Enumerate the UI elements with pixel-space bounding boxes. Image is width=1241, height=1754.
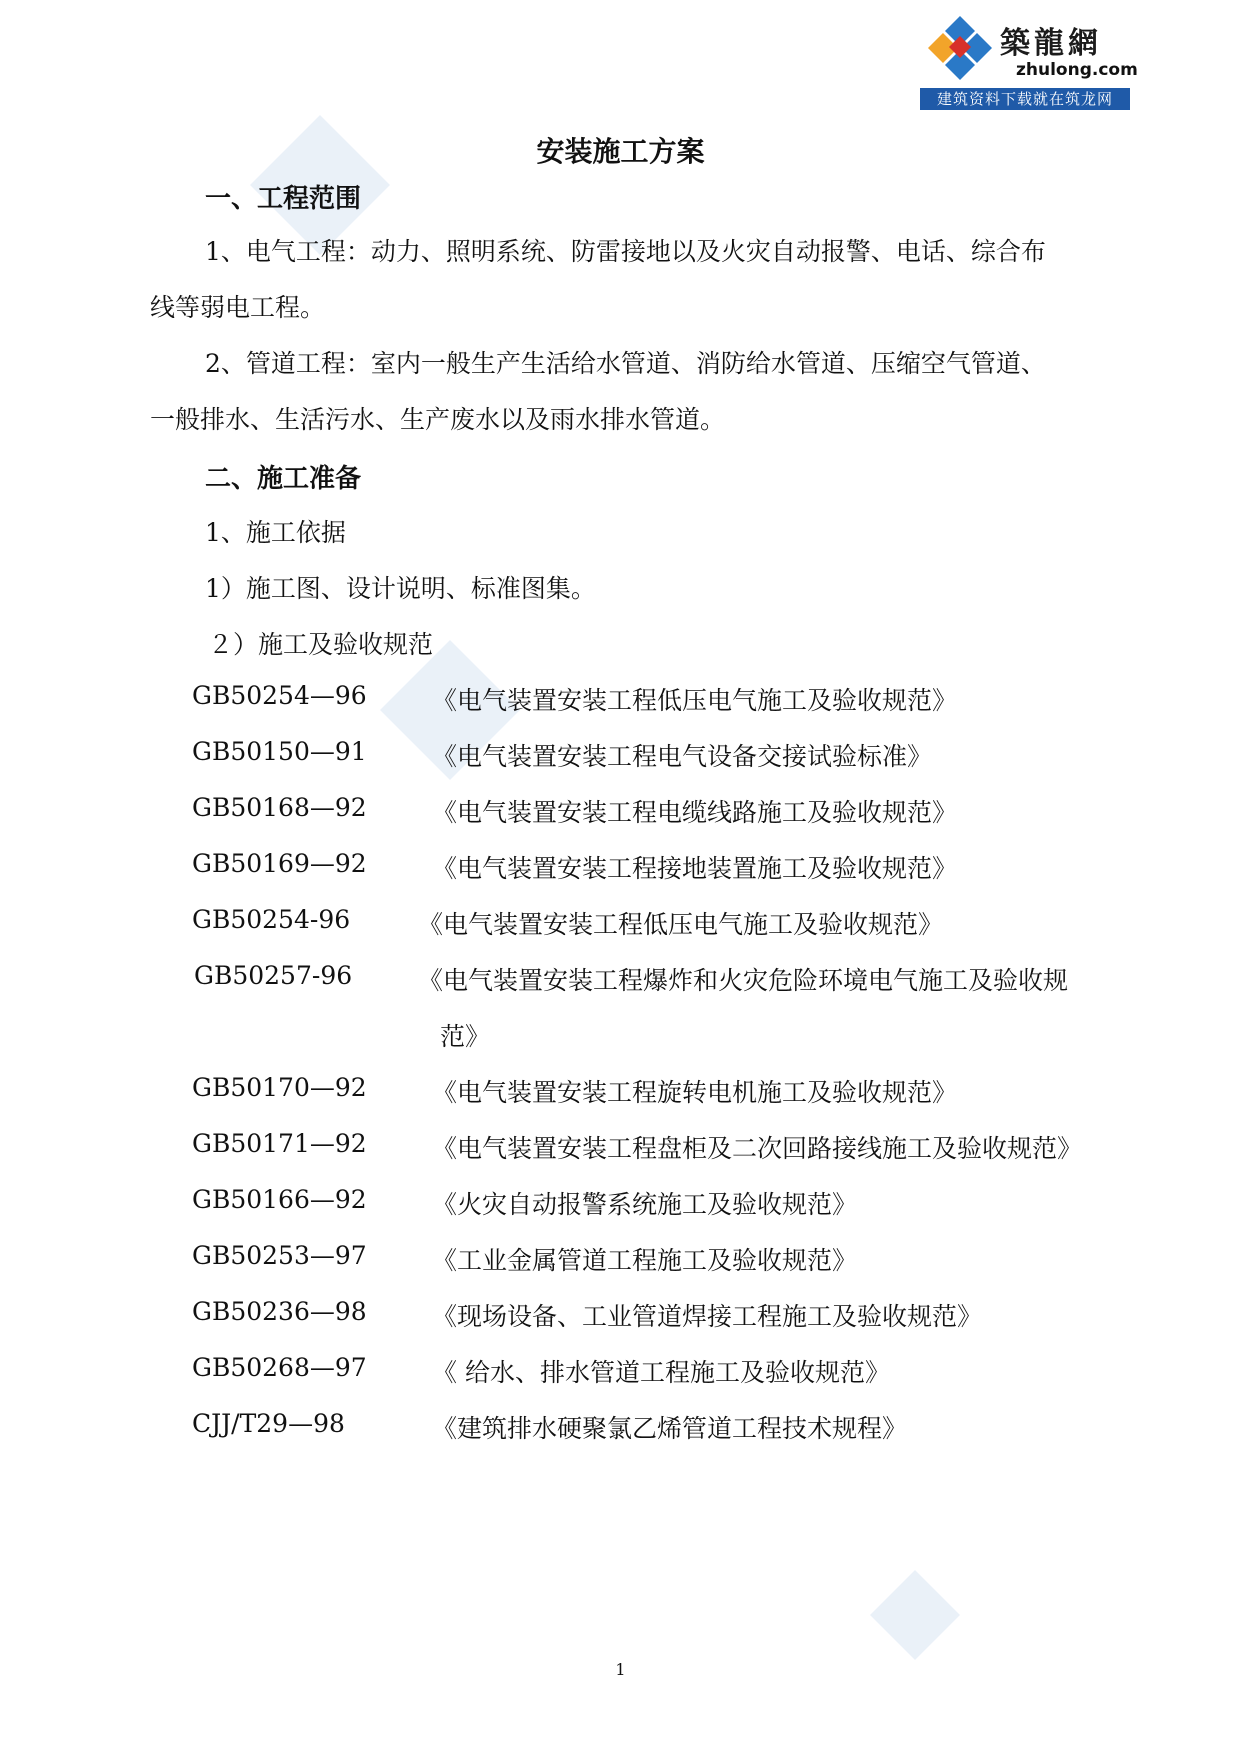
zhulong-logo — [920, 10, 1138, 110]
standard-code: GB50170—92 — [192, 1073, 367, 1102]
paragraph-electrical-line2: 线等弱电工程。 — [150, 293, 326, 322]
logo-chinese-text: 築龍網 — [1000, 26, 1102, 61]
standard-code: GB50171—92 — [192, 1129, 367, 1158]
standard-code: GB50253—97 — [192, 1241, 367, 1270]
standard-code: GB50257-96 — [194, 961, 353, 990]
page-number: 1 — [615, 1660, 626, 1679]
standard-code: GB50166—92 — [192, 1185, 367, 1214]
subheading-basis: 1、施工依据 — [205, 518, 346, 547]
section-heading-preparation: 二、施工准备 — [205, 464, 362, 494]
logo-english-text: zhulong.com — [1016, 60, 1138, 80]
list-item-drawings: 1）施工图、设计说明、标准图集。 — [205, 574, 596, 603]
standard-code: GB50168—92 — [192, 793, 367, 822]
zhulong-diamond-icon — [924, 14, 996, 84]
standard-name: 《现场设备、工业管道焊接工程施工及验收规范》 — [432, 1302, 983, 1331]
paragraph-piping-line1: 2、管道工程：室内一般生产生活给水管道、消防给水管道、压缩空气管道、 — [205, 349, 1046, 378]
standard-name: 《电气装置安装工程盘柜及二次回路接线施工及验收规范》 — [432, 1134, 1083, 1163]
standard-name: 《电气装置安装工程电气设备交接试验标准》 — [432, 742, 933, 771]
standard-code: GB50268—97 — [192, 1353, 367, 1382]
standard-name: 《电气装置安装工程旋转电机施工及验收规范》 — [432, 1078, 958, 1107]
list-item-codes: ２）施工及验收规范 — [208, 630, 434, 659]
standard-name: 《建筑排水硬聚氯乙烯管道工程技术规程》 — [432, 1414, 908, 1443]
standard-name: 《火灾自动报警系统施工及验收规范》 — [432, 1190, 858, 1219]
section-heading-scope: 一、工程范围 — [205, 184, 362, 214]
standard-code: GB50254-96 — [192, 905, 351, 934]
standard-name: 《电气装置安装工程接地装置施工及验收规范》 — [432, 854, 958, 883]
standard-name: 《工业金属管道工程施工及验收规范》 — [432, 1246, 858, 1275]
paragraph-piping-line2: 一般排水、生活污水、生产废水以及雨水排水管道。 — [150, 405, 726, 434]
paragraph-electrical-line1: 1、电气工程：动力、照明系统、防雷接地以及火灾自动报警、电话、综合布 — [205, 237, 1046, 266]
standard-name: 《电气装置安装工程电缆线路施工及验收规范》 — [432, 798, 958, 827]
logo-banner: 建筑资料下载就在筑龙网 — [920, 88, 1130, 110]
standard-code: GB50254—96 — [192, 681, 367, 710]
standard-code: GB50150—91 — [192, 737, 367, 766]
document-title: 安装施工方案 — [536, 135, 705, 168]
standard-name-continued: 范》 — [440, 1022, 491, 1051]
standard-code: GB50169—92 — [192, 849, 367, 878]
standard-name: 《电气装置安装工程低压电气施工及验收规范》 — [432, 686, 958, 715]
standard-name: 《电气装置安装工程爆炸和火灾危险环境电气施工及验收规 — [418, 966, 1069, 995]
watermark-logo-icon — [870, 1570, 960, 1660]
standard-name: 《电气装置安装工程低压电气施工及验收规范》 — [418, 910, 944, 939]
standard-code: GB50236—98 — [192, 1297, 367, 1326]
standard-name: 《 给水、排水管道工程施工及验收规范》 — [432, 1358, 890, 1387]
standard-code: CJJ/T29—98 — [192, 1409, 345, 1438]
